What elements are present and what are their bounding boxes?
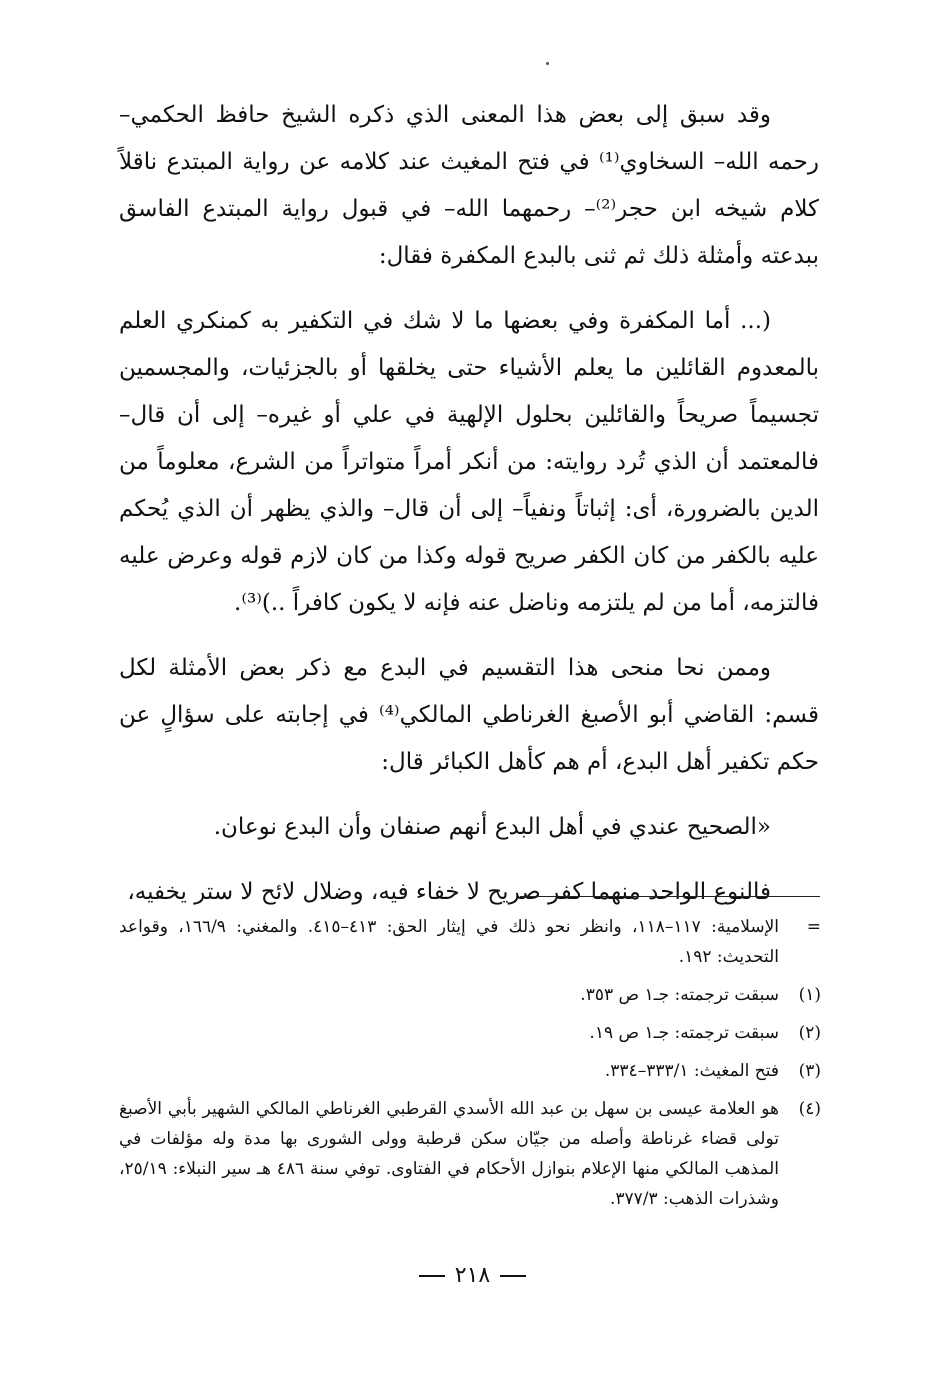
paragraph-5: فالنوع الواحد منهما كفر صريح لا خفاء فيه، وضلال لائح لا ستر يخفيه، (127, 879, 771, 905)
paragraph-1: وقد سبق إلى بعض هذا المعنى الذي ذكره الشيخ حافظ الحكمي– رحمه الله– السخاوي⁽¹⁾ في فتح المغيث عند كلامه عن رواية المبتدع ناقلاً كلام شيخه ابن حجر⁽²⁾– رحمهما الله– في قبول رواية المبتدع الفاسق ببدعته وأمثلة ذلك ثم ثنى بالبدع المكفرة فقال: (119, 102, 819, 269)
paragraph-2-quote: (... أما المكفرة وفي بعضها ما لا شك في التكفير به كمنكري العلم بالمعدوم القائلين ما يعلم الأشياء حتى يخلقها أو بالجزئيات، والمجسمين تجسيماً صريحاً والقائلين بحلول الإلهية في علي أو غيره– إلى أن قال– فالمعتمد أن الذي تُرد روايته: من أنكر أمراً متواتراً من الشرع، معلوماً من الدين بالضرورة، أى: إثباتاً ونفياً– إلى أن قال– والذي يظهر أن الذي يُحكم عليه بالكفر من كان الكفر صريح قوله وكذا من كان لازم قوله وعرض عليه فالتزمه، أما من لم يلتزمه وناضل عنه فإنه لا يكون كافراً ..)⁽³⁾. (119, 308, 819, 616)
footnote-mark: (١) (798, 985, 821, 1005)
footnote-mark: = (806, 917, 821, 937)
footnote-text: الإسلامية: ١١٧–١١٨، وانظر نحو ذلك في إيثار الحق: ٤١٣–٤١٥. والمغني: ١٦٦/٩، وقواعد التحديث: ١٩٢. (119, 917, 779, 967)
footnote-mark: (٢) (798, 1023, 821, 1043)
page-number-dash (419, 1275, 445, 1277)
footnote-mark: (٣) (798, 1061, 821, 1081)
footnote-3 (119, 1056, 821, 1086)
footnote-separator (520, 896, 820, 897)
footnote-text: فتح المغيث: ٣٣٣/١–٣٣٤. (604, 1061, 779, 1081)
page-number-value: ٢١٨ (454, 1263, 491, 1288)
footnote-4 (119, 1094, 821, 1214)
paragraph-4-quote-start: «الصحيح عندي في أهل البدع أنهم صنفان وأن البدع نوعان. (213, 814, 771, 840)
footnote-text: هو العلامة عيسى بن سهل بن عبد الله الأسدي القرطبي الغرناطي المالكي الشهير بأبي الأصبغ تولى قضاء غرناطة وأصله من جيّان سكن قرطبة وولى الشورى بها مدة وله مؤلفات في المذهب المالكي منها الإعلام بنوازل الأحكام في الفتاوى. توفي سنة ٤٨٦ هـ سير النبلاء: ٢٥/١٩، وشذرات الذهب: ٣٧٧/٣. (119, 1099, 779, 1209)
footnote-continued (119, 912, 821, 972)
footnote-1 (119, 980, 821, 1010)
scan-speck (546, 62, 549, 65)
page-number-dash (500, 1275, 526, 1277)
page-number (0, 1263, 945, 1288)
body-text (119, 92, 819, 916)
footnote-text: سبقت ترجمته: جـ١ ص ٣٥٣. (580, 985, 779, 1005)
footnote-text: سبقت ترجمته: جـ١ ص ١٩. (589, 1023, 779, 1043)
footnote-mark: (٤) (798, 1099, 821, 1119)
footnote-2 (119, 1018, 821, 1048)
footnotes (119, 912, 821, 1214)
paragraph-3: وممن نحا منحى هذا التقسيم في البدع مع ذكر بعض الأمثلة لكل قسم: القاضي أبو الأصبغ الغرناطي المالكي⁽⁴⁾ في إجابته على سؤالٍ عن حكم تكفير أهل البدع، أم هم كأهل الكبائر قال: (119, 655, 820, 775)
